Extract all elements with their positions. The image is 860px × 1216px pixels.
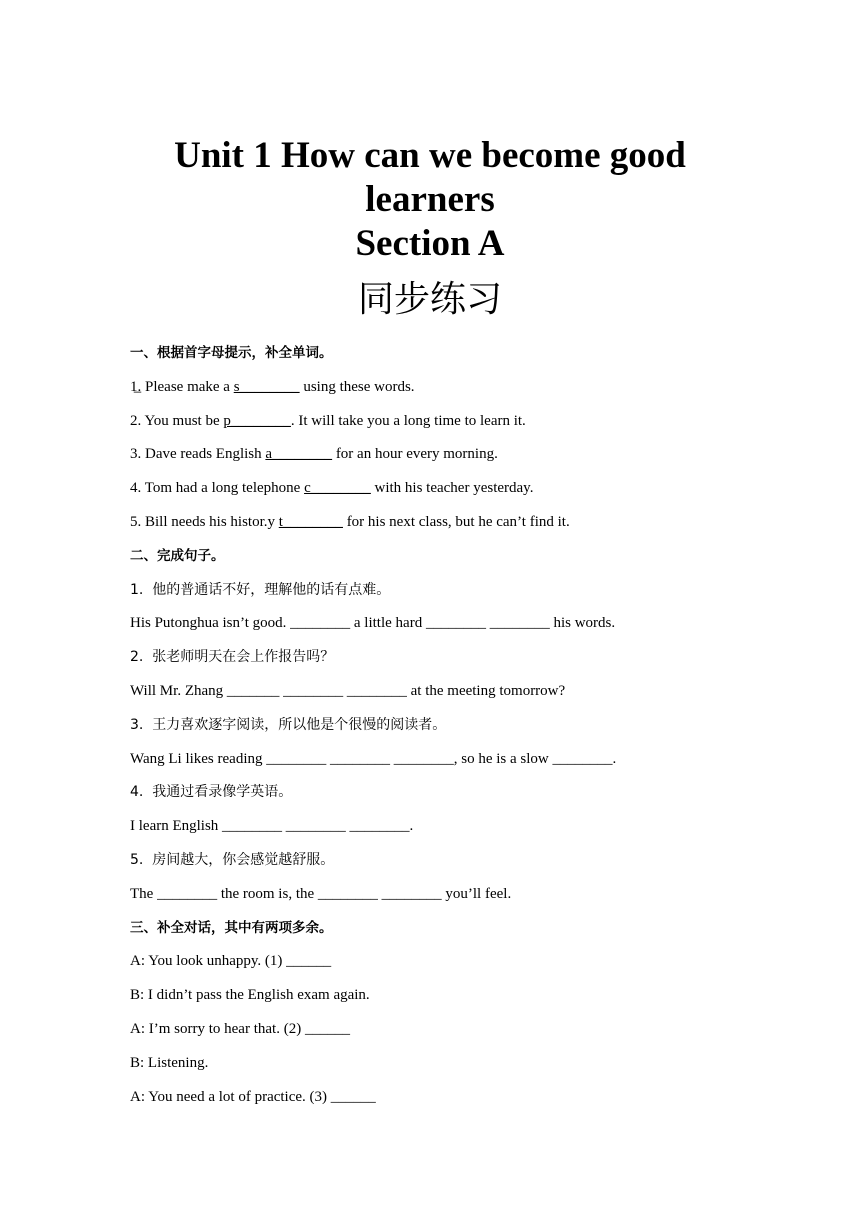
title-line-4: 同步练习 [357, 279, 502, 320]
part2-item-en: I learn English ________ ________ ________. [130, 818, 414, 835]
part2-item-en: The ________ the room is, the ________ ________ you’ll feel. [130, 885, 512, 902]
item-text: for his next class, but he can’t find it. [342, 513, 570, 530]
dialogue-line: A: You look unhappy. (1) ______ [130, 953, 332, 970]
part2-item-cn: 2. 张老师明天在会上作报告吗？ [130, 649, 335, 666]
dialogue-line: B: I didn’t pass the English exam again. [130, 987, 370, 1004]
title-block [0, 134, 860, 322]
item-text: using these words. [299, 378, 415, 395]
item-text: 2. You must be [130, 412, 224, 429]
exercise-content [130, 341, 750, 1118]
part1-item [130, 442, 750, 476]
item-text: 5. Bill needs his histor.y [130, 513, 279, 530]
item-text: for an hour every morning. [332, 446, 498, 463]
part2-item-en: Wang Li likes reading ________ ________ ________, so he is a slow ________. [130, 750, 617, 767]
part3-heading: 三、补全对话，其中有两项多余。 [130, 919, 333, 936]
part1-item [130, 510, 750, 544]
item-text: . It will take you a long time to learn it. [290, 412, 526, 429]
part2-item-cn: 3. 王力喜欢逐字阅读，所以他是个很慢的阅读者。 [130, 716, 447, 733]
item-blank: p________ [223, 412, 291, 429]
part2-item-cn: 1. 他的普通话不好，理解他的话有点难。 [130, 581, 391, 598]
item-blank: a________ [265, 446, 333, 463]
item-blank: t________ [278, 513, 343, 530]
dialogue-line: A: I’m sorry to hear that. (2) ______ [130, 1020, 350, 1037]
part2-item-en: His Putonghua isn’t good. ________ a little hard ________ ________ his words. [130, 615, 616, 632]
part2-heading: 二、完成句子。 [130, 547, 225, 564]
dialogue-line: A: You need a lot of practice. (3) ______ [130, 1088, 376, 1105]
title-line-2: learners [365, 179, 495, 220]
item-blank: s________ [233, 378, 300, 395]
part2-item-cn: 4. 我通过看录像学英语。 [130, 784, 293, 801]
part1-heading: 一、根据首字母提示，补全单词。 [130, 345, 333, 361]
part1-item [130, 409, 750, 443]
item-text: with his teacher yesterday. [370, 480, 534, 497]
item-text: 1̲. Please make a [130, 378, 234, 395]
title-line-3: Section A [355, 223, 505, 264]
item-text: 3. Dave reads English [130, 446, 266, 463]
part2-item-en: Will Mr. Zhang _______ ________ ________ at the meeting tomorrow? [130, 682, 566, 699]
dialogue-line: B: Listening. [130, 1054, 209, 1071]
item-blank: c________ [304, 480, 371, 497]
part1-item [130, 375, 750, 409]
item-text: 4. Tom had a long telephone [130, 480, 305, 497]
title-line-1: Unit 1 How can we become good [174, 135, 686, 176]
part1-item [130, 476, 750, 510]
part2-item-cn: 5. 房间越大，你会感觉越舒服。 [130, 851, 335, 868]
